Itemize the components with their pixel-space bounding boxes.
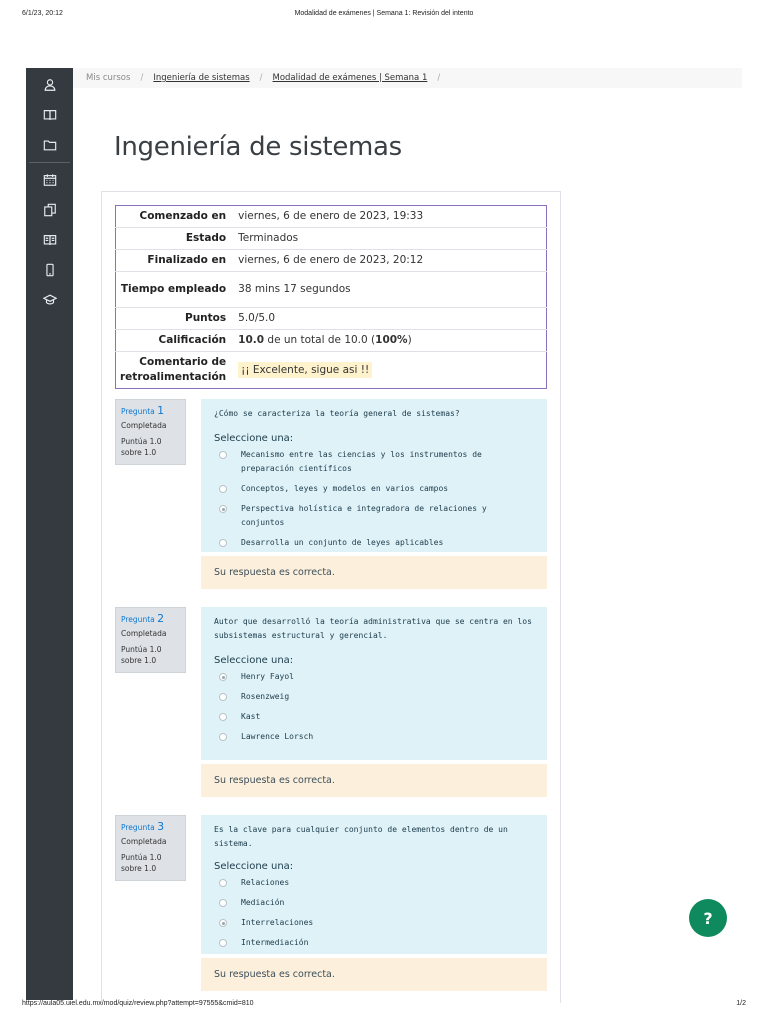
radio-button[interactable] [219, 713, 227, 721]
summary-label: Puntos [185, 312, 227, 324]
open-book-icon[interactable] [26, 225, 73, 255]
grade-total-text: de un total de 10.0 ( [267, 334, 376, 346]
copy-icon[interactable] [26, 195, 73, 225]
summary-value: Terminados [238, 232, 299, 244]
question-number-value: 3 [157, 820, 165, 833]
breadcrumb-quiz[interactable]: Modalidad de exámenes | Semana 1 [272, 73, 428, 83]
calendar-icon[interactable] [26, 165, 73, 195]
answer-prompt: Seleccione una: [214, 433, 294, 444]
print-doc-title: Modalidad de exámenes | Semana 1: Revisión del intento [294, 10, 474, 17]
graduation-cap-icon[interactable] [26, 285, 73, 315]
question-feedback: Su respuesta es correcta. [201, 764, 547, 797]
radio-button[interactable] [219, 693, 227, 701]
summary-label: Estado [185, 232, 227, 244]
question-info-3 [115, 815, 186, 881]
summary-label: Comenzado en [139, 210, 227, 222]
book-icon[interactable] [26, 100, 73, 130]
answer-option-label: Desarrolla un conjunto de leyes aplicables [241, 538, 444, 547]
print-datetime: 6/1/23, 20:12 [22, 10, 63, 17]
radio-button[interactable] [219, 939, 227, 947]
summary-row-time-taken [116, 272, 547, 308]
answer-option[interactable] [214, 536, 534, 550]
grade-close-paren: ) [407, 334, 412, 346]
answer-option-label: Conceptos, leyes y modelos en varios campos [241, 484, 449, 493]
user-icon[interactable] [26, 70, 73, 100]
summary-label: Comentario de retroalimentación [120, 356, 227, 383]
breadcrumb-separator: / [140, 73, 144, 83]
folder-icon[interactable] [26, 130, 73, 160]
question-state: Completada [121, 837, 167, 846]
grade-score: 10.0 [238, 334, 265, 346]
mobile-icon[interactable] [26, 255, 73, 285]
question-points: Puntúa 1.0 sobre 1.0 [121, 853, 162, 873]
breadcrumb-separator: / [437, 73, 441, 83]
question-body-3 [201, 815, 547, 954]
attempt-summary-table [115, 205, 547, 389]
radio-button[interactable] [219, 539, 227, 547]
answer-option[interactable] [214, 876, 534, 890]
answer-option-label: Kast [241, 712, 261, 721]
sidebar-divider [29, 162, 70, 163]
answer-option[interactable] [214, 710, 534, 724]
question-label: Pregunta [121, 615, 155, 624]
question-number [121, 404, 180, 417]
summary-row-points [116, 308, 547, 330]
answer-option[interactable] [214, 916, 534, 930]
answer-option-label: Perspectiva holística e integradora de relaciones y conjuntos [241, 504, 487, 527]
question-feedback: Su respuesta es correcta. [201, 958, 547, 991]
radio-button[interactable] [219, 733, 227, 741]
summary-label: Calificación [158, 334, 227, 346]
sidebar [26, 68, 73, 1000]
breadcrumb-separator: / [259, 73, 263, 83]
question-state: Completada [121, 421, 167, 430]
summary-label: Finalizado en [147, 254, 227, 266]
question-info-1 [115, 399, 186, 465]
question-body-1 [201, 399, 547, 552]
question-number [121, 820, 180, 833]
summary-row-grade [116, 330, 547, 352]
answer-option-label: Relaciones [241, 878, 290, 887]
summary-row-feedback [116, 352, 547, 389]
question-number [121, 612, 180, 625]
answer-option-label: Lawrence Lorsch [241, 732, 314, 741]
print-header [22, 10, 746, 22]
question-label: Pregunta [121, 407, 155, 416]
print-page-number: 1/2 [736, 1000, 746, 1007]
answer-option-label: Intermediación [241, 938, 309, 947]
summary-row-started [116, 206, 547, 228]
summary-row-finished [116, 250, 547, 272]
answer-option-label: Rosenzweig [241, 692, 290, 701]
radio-button[interactable] [219, 451, 227, 459]
answer-prompt: Seleccione una: [214, 861, 294, 872]
summary-grade-value [233, 330, 546, 352]
radio-button[interactable] [219, 899, 227, 907]
radio-button[interactable] [219, 485, 227, 493]
summary-value: viernes, 6 de enero de 2023, 20:12 [238, 254, 424, 266]
answer-option[interactable] [214, 730, 534, 744]
answer-option[interactable] [214, 448, 534, 476]
summary-label: Tiempo empleado [120, 283, 227, 295]
answer-option[interactable] [214, 670, 534, 684]
help-button[interactable]: ? [689, 899, 727, 937]
answer-option[interactable] [214, 896, 534, 910]
answer-option[interactable] [214, 482, 534, 496]
summary-value [233, 352, 546, 389]
answer-option[interactable] [214, 936, 534, 950]
question-state: Completada [121, 629, 167, 638]
answer-option[interactable] [214, 502, 534, 530]
question-points: Puntúa 1.0 sobre 1.0 [121, 645, 162, 665]
question-info-2 [115, 607, 186, 673]
question-feedback: Su respuesta es correcta. [201, 556, 547, 589]
question-label: Pregunta [121, 823, 155, 832]
answer-option-label: Interrelaciones [241, 918, 314, 927]
summary-value: 38 mins 17 segundos [238, 283, 351, 295]
summary-value: 5.0/5.0 [238, 312, 276, 324]
summary-value: viernes, 6 de enero de 2023, 19:33 [238, 210, 424, 222]
radio-button-selected[interactable] [219, 673, 227, 681]
radio-button-selected[interactable] [219, 919, 227, 927]
radio-button-selected[interactable] [219, 505, 227, 513]
question-number-value: 1 [157, 404, 165, 417]
question-number-value: 2 [157, 612, 165, 625]
summary-row-state [116, 228, 547, 250]
page-title: Ingeniería de sistemas [114, 132, 402, 162]
question-body-2 [201, 607, 547, 760]
question-text: ¿Cómo se caracteriza la teoría general de sistemas? [214, 409, 460, 418]
grade-percent: 100% [375, 334, 408, 346]
breadcrumb-my-courses[interactable]: Mis cursos [86, 73, 131, 83]
breadcrumb [73, 68, 742, 88]
question-text: Autor que desarrolló la teoría administrativa que se centra en los subsistemas estructural y gerencial. [214, 617, 532, 640]
answer-option-label: Mecanismo entre las ciencias y los instrumentos de preparación científicos [241, 450, 482, 473]
overall-feedback: ¡¡ Excelente, sigue asi !! [238, 362, 372, 378]
answer-option[interactable] [214, 690, 534, 704]
answer-option-label: Henry Fayol [241, 672, 294, 681]
answer-option-label: Mediación [241, 898, 285, 907]
answer-prompt: Seleccione una: [214, 655, 294, 666]
breadcrumb-course[interactable]: Ingeniería de sistemas [153, 73, 250, 83]
question-points: Puntúa 1.0 sobre 1.0 [121, 437, 162, 457]
print-url: https://aula05.uiel.edu.mx/mod/quiz/review.php?attempt=97555&cmid=810 [22, 1000, 254, 1007]
radio-button[interactable] [219, 879, 227, 887]
question-text: Es la clave para cualquier conjunto de elementos dentro de un sistema. [214, 825, 508, 848]
